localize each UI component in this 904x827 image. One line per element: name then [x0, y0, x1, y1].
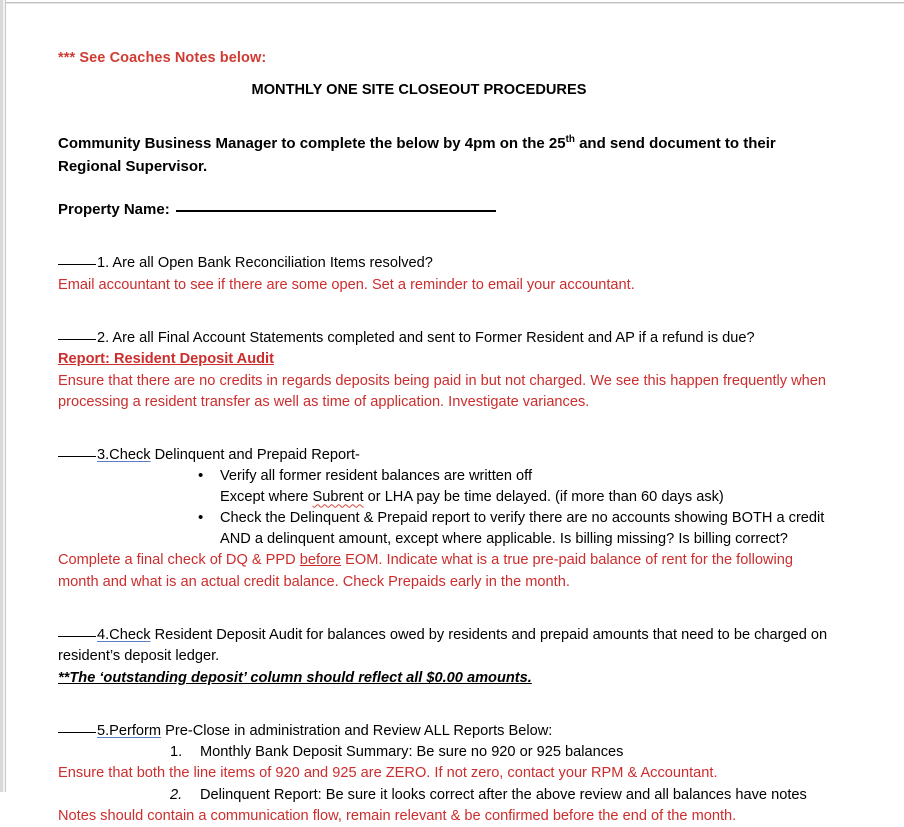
spacer: [58, 689, 858, 710]
sub-item-1-text: Monthly Bank Deposit Summary: Be sure no 920 or 925 balances: [200, 744, 624, 761]
sub-item-1-coach-note: Ensure that both the line items of 920 and 925 are ZERO. If not zero, contact your RPM & Accountant.: [58, 765, 718, 782]
checklist-item-1: [58, 253, 858, 274]
item-3-bullet-2-text: Check the Delinquent & Prepaid report to verify there are no accounts showing BOTH a credit AND a delinquent amount, except where applicable. Is billing missing? Is billing correct?: [220, 510, 825, 548]
item-3-text: Delinquent and Prepaid Report-: [150, 447, 360, 464]
spacer: [58, 101, 858, 122]
spacer: [58, 221, 858, 242]
checklist-item-5: [58, 721, 858, 742]
item-3-misspelled-word: Subrent: [312, 489, 364, 506]
intro-text-part2: and send document to their Regional Supervisor.: [58, 135, 776, 175]
list-item: [170, 785, 858, 806]
item-2-coach-note: Ensure that there are no credits in regards deposits being paid in but not charged. We see this happen frequently when processing a resident transfer as well as time of application. Investigate variances.: [58, 372, 827, 410]
item-3-number: 3.: [97, 447, 110, 464]
spacer: [58, 593, 858, 614]
item-3-coach-note-post: EOM. Indicate what is a true pre-paid balance of rent for the following month and what is an actual credit balance. Check Prepaids early in the month.: [58, 552, 793, 590]
intro-paragraph: [58, 133, 818, 178]
item-5-number: 5.: [97, 722, 110, 739]
item-3-verb: Check: [109, 447, 151, 464]
sub-item-2-text: Delinquent Report: Be sure it looks correct after the above review and all balances have notes: [200, 786, 807, 803]
item-3-bullet-1-line2-pre: Except where: [220, 489, 313, 506]
spacer: [58, 296, 858, 317]
item-4-verb: Check: [109, 627, 151, 644]
item-3-coach-note-pre: Complete a final check of DQ & PPD: [58, 552, 300, 569]
coaches-note-header: *** See Coaches Notes below:: [58, 50, 267, 66]
item-1-coach-note: Email accountant to see if there are some open. Set a reminder to email your accountant.: [58, 276, 635, 293]
item-2-text: Are all Final Account Statements completed and sent to Former Resident and AP if a refund is due?: [109, 329, 755, 346]
checklist-item-2: [58, 328, 858, 349]
spacer: [58, 434, 858, 445]
spacer: [58, 317, 858, 328]
document-body: [58, 48, 858, 827]
list-item: [170, 742, 858, 763]
item-3-bullet-1-line2-post: or LHA pay be time delayed. (if more than 60 days ask): [363, 489, 724, 506]
item-3-coach-note: [58, 550, 828, 593]
checkbox-blank-3[interactable]: [58, 456, 96, 457]
item-2-number: 2.: [97, 329, 110, 346]
checkbox-blank-5[interactable]: [58, 732, 96, 733]
intro-text-part1: Community Business Manager to complete the below by 4pm on the 25: [58, 135, 566, 153]
document-page: [6, 4, 904, 824]
checklist-item-3: [58, 445, 858, 466]
spacer: [58, 178, 858, 199]
checkbox-blank-1[interactable]: [58, 264, 96, 265]
property-name-field[interactable]: [176, 210, 496, 212]
item-4-emphasis-note: **The ‘outstanding deposit’ column should reflect all $0.00 amounts.: [58, 669, 532, 686]
item-5-text: Pre-Close in administration and Review ALL Reports Below:: [161, 722, 553, 739]
item-5-sub-list-2: [58, 785, 858, 806]
item-5-sub-list: [58, 742, 858, 763]
list-item: [196, 508, 858, 550]
page-title: MONTHLY ONE SITE CLOSEOUT PROCEDURES: [251, 82, 587, 99]
item-3-bullet-1-line1: Verify all former resident balances are written off: [220, 468, 533, 485]
intro-ordinal-superscript: th: [565, 134, 575, 146]
property-name-line: [58, 199, 858, 221]
checkbox-blank-4[interactable]: [58, 636, 96, 637]
spacer: [58, 413, 858, 434]
checklist-item-4: [58, 625, 848, 668]
spacer: [58, 69, 858, 80]
item-4-text: Resident Deposit Audit for balances owed by residents and prepaid amounts that need to be charged on resident’s deposit ledger.: [58, 627, 828, 665]
sub-item-2-marker: 2.: [170, 786, 183, 803]
item-4-number: 4.: [97, 627, 110, 644]
spacer: [58, 614, 858, 625]
list-item: [196, 466, 858, 508]
item-3-bullet-list: [58, 466, 858, 550]
item-1-number: 1.: [97, 255, 110, 272]
checkbox-blank-2[interactable]: [58, 339, 96, 340]
property-name-label: Property Name:: [58, 201, 170, 219]
sub-item-2-coach-note: Notes should contain a communication flow, remain relevant & be confirmed before the end of the month.: [58, 807, 737, 824]
item-1-text: Are all Open Bank Reconciliation Items resolved?: [109, 255, 433, 272]
spacer: [58, 242, 858, 253]
item-5-verb: Perform: [109, 722, 162, 739]
item-2-report-heading: Report: Resident Deposit Audit: [58, 351, 274, 368]
item-3-coach-note-emphasis: before: [299, 552, 342, 569]
spacer: [58, 122, 858, 133]
spacer: [58, 710, 858, 721]
sub-item-1-marker: 1.: [170, 744, 183, 761]
